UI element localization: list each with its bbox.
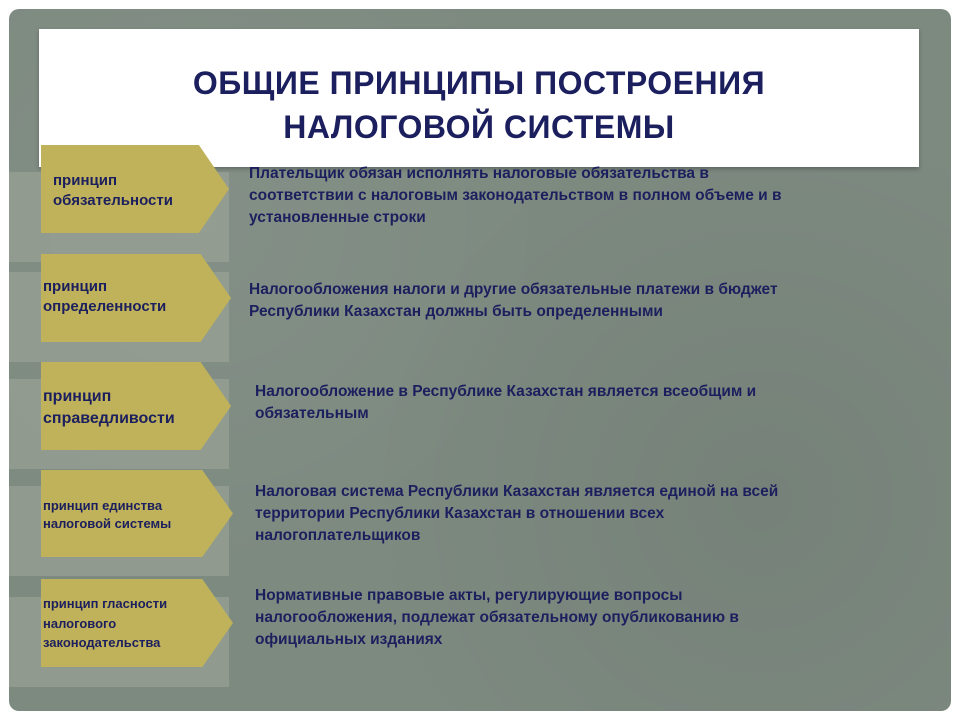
principle-description-unity: [255, 481, 778, 547]
principle-label-line: обязательности: [53, 192, 173, 210]
slide-title-line-1: ОБЩИЕ ПРИНЦИПЫ ПОСТРОЕНИЯ: [192, 65, 766, 101]
principle-label-line: принцип единства: [43, 498, 163, 513]
description-line: Налогообложение в Республике Казахстан является всеобщим и: [255, 383, 757, 400]
description-line: установленные строки: [249, 209, 426, 226]
principle-label-line: налоговой системы: [43, 515, 172, 531]
description-line: территории Республики Казахстан в отношении всех: [255, 505, 665, 522]
principle-description-certainty: [249, 279, 778, 323]
principle-label-certainty: [43, 277, 166, 318]
description-line: Нормативные правовые акты, регулирующие вопросы: [255, 587, 683, 604]
description-line: официальных изданиях: [255, 631, 443, 648]
principle-description-publicity: [255, 585, 739, 651]
description-line: Налоговая система Республики Казахстан является единой на всей: [255, 483, 779, 500]
principle-label-line: принцип: [53, 172, 118, 189]
principle-label-fairness: [43, 386, 175, 429]
description-line: налогообложения, подлежат обязательному опубликованию в: [255, 609, 739, 626]
principle-label-obligation: [53, 171, 173, 212]
description-line: обязательным: [255, 405, 369, 422]
principle-description-obligation: [249, 163, 782, 229]
principle-label-line: определенности: [43, 298, 167, 316]
principle-label-line: законодательства: [43, 635, 161, 650]
principle-label-line: принцип гласности: [43, 596, 168, 611]
description-line: Налогообложения налоги и другие обязательные платежи в бюджет: [249, 281, 778, 298]
principle-label-unity: [43, 497, 171, 532]
description-line: Плательщик обязан исполнять налоговые обязательства в: [249, 165, 709, 182]
principle-label-publicity: [43, 594, 167, 653]
principle-label-line: справедливости: [43, 409, 175, 427]
description-line: Республики Казахстан должны быть определенными: [249, 303, 663, 320]
principle-label-line: принцип: [43, 278, 108, 295]
slide-title-line-2: НАЛОГОВОЙ СИСТЕМЫ: [283, 109, 675, 145]
description-line: соответствии с налоговым законодательством в полном объеме и в: [249, 187, 782, 204]
principle-label-line: принцип: [43, 388, 112, 405]
principle-label-line: налогового: [43, 615, 117, 631]
slide: [9, 9, 951, 711]
description-line: налогоплательщиков: [255, 527, 421, 544]
principle-description-fairness: [255, 381, 756, 425]
